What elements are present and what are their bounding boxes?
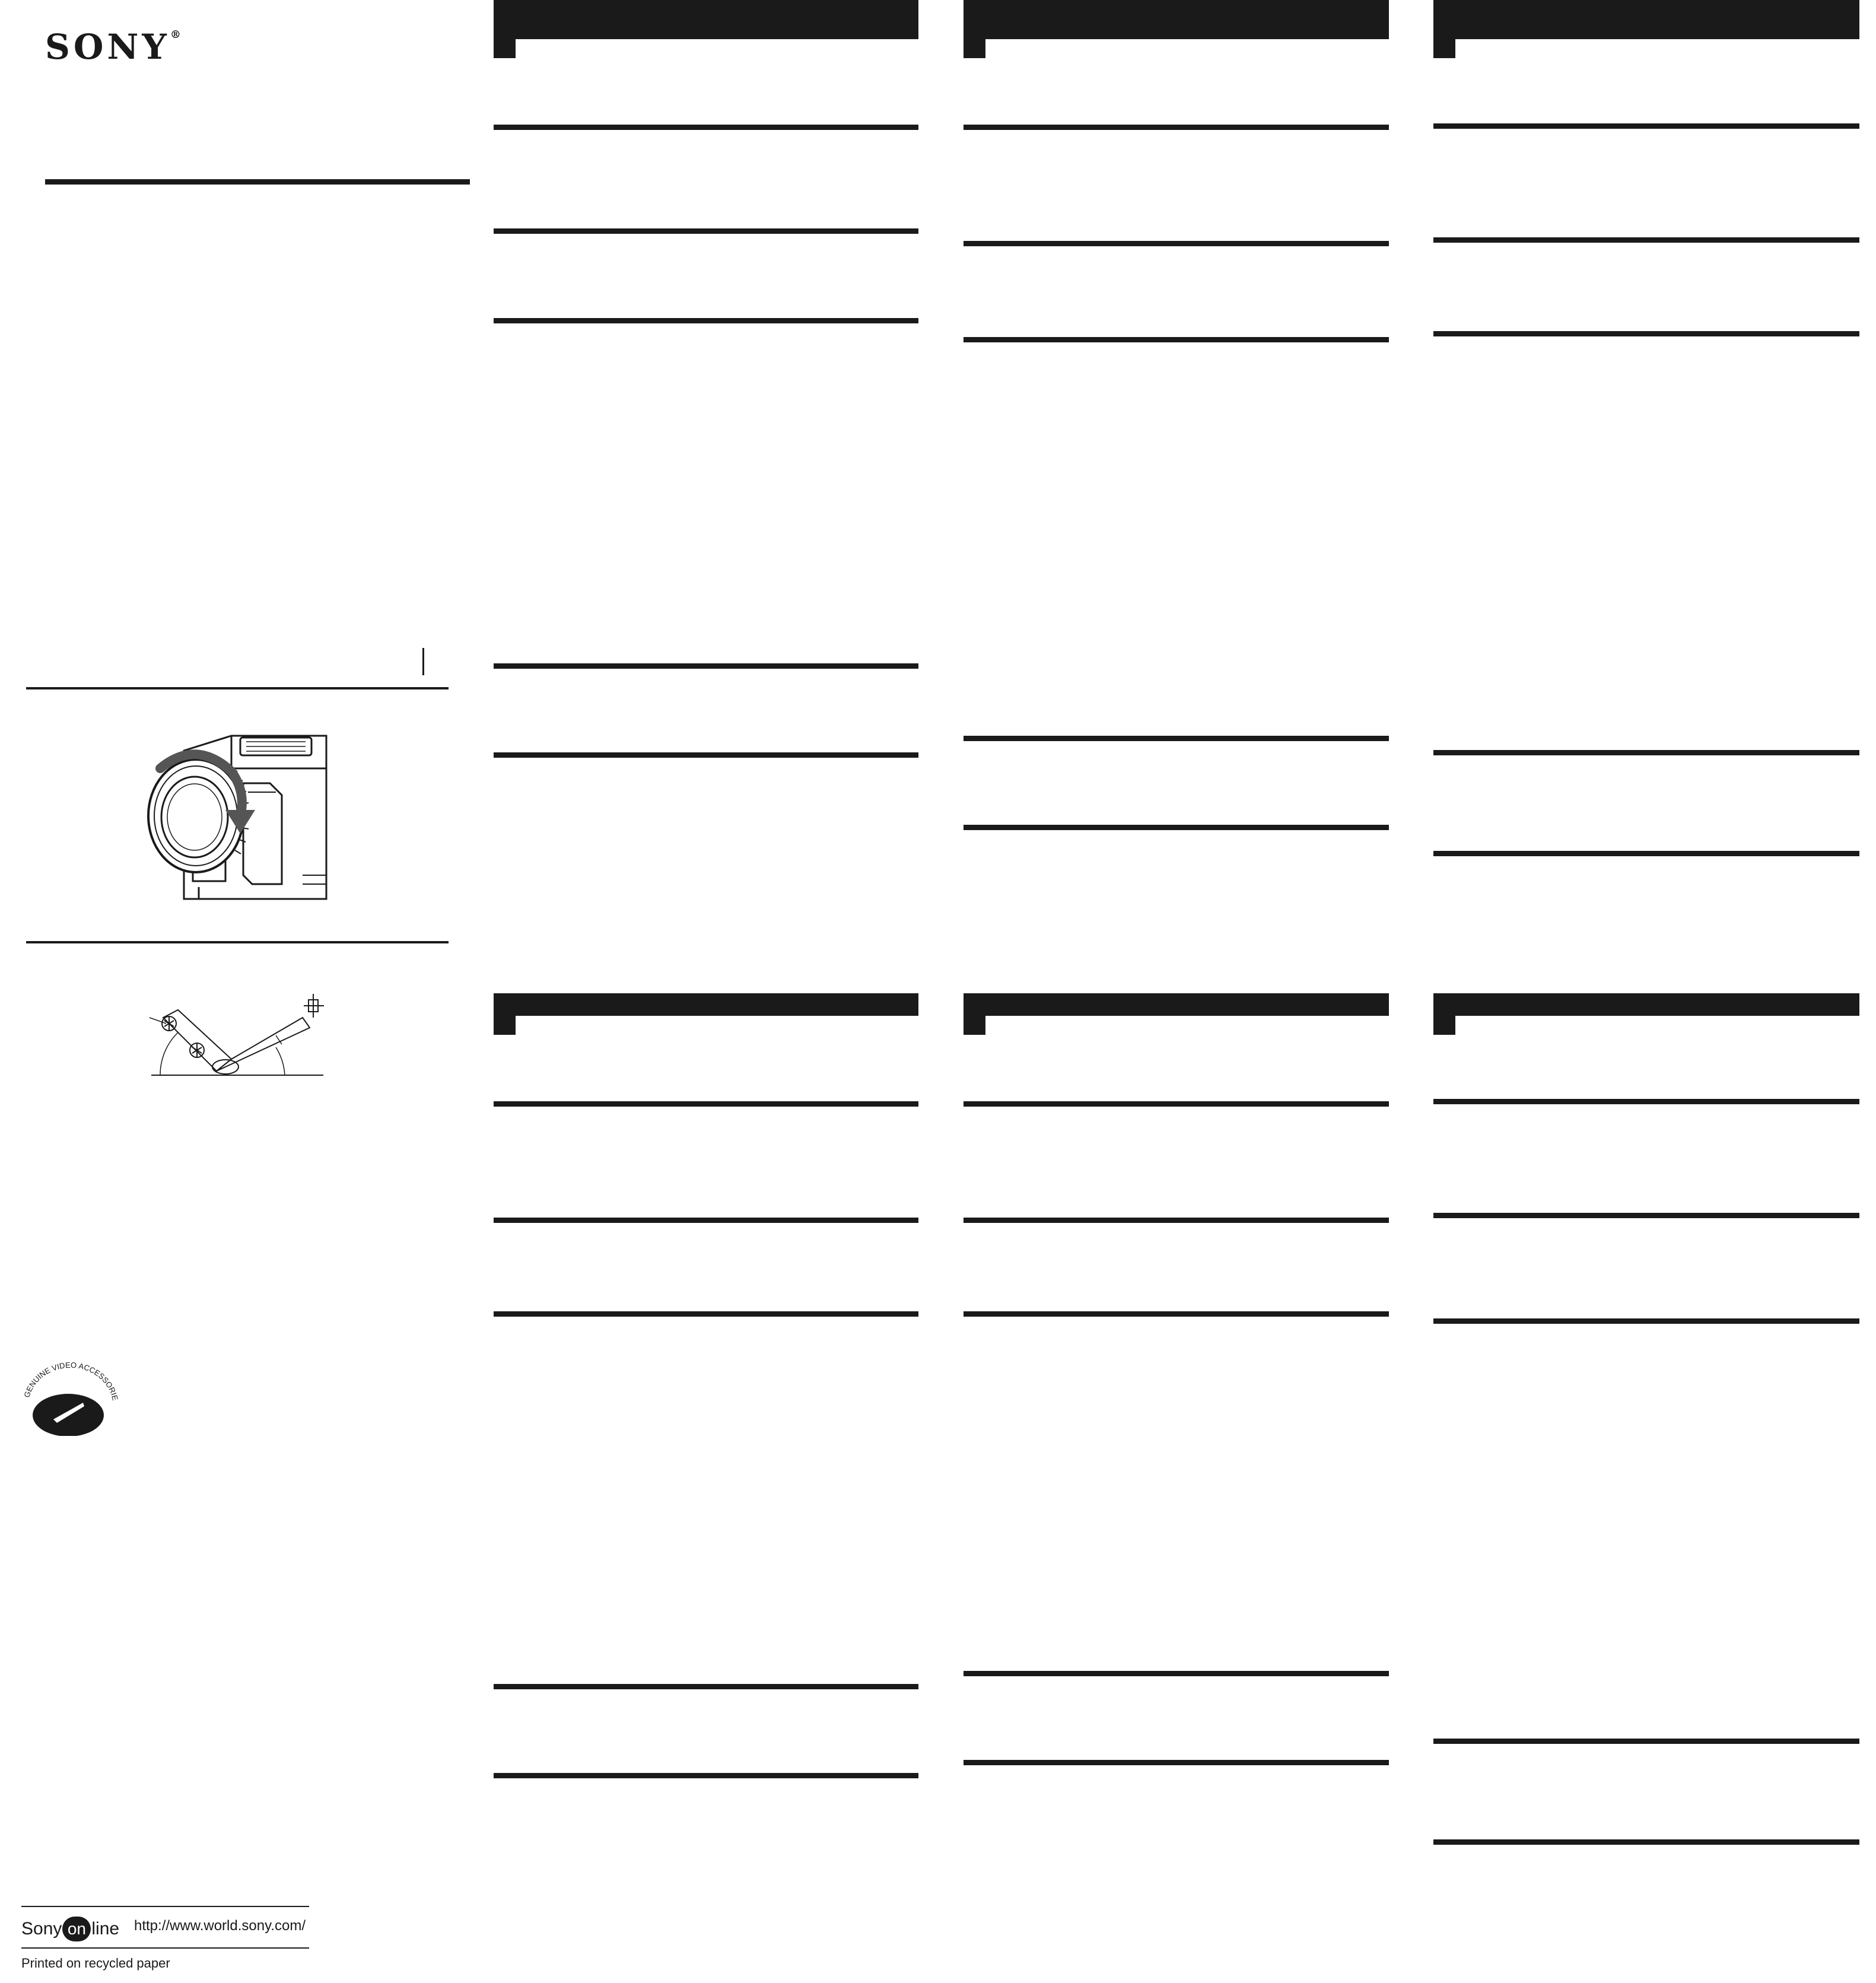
panel-4-header-tab: [494, 1016, 516, 1035]
panel-4-rule: [494, 1101, 918, 1107]
cover-title-rule: [45, 179, 470, 185]
website-url[interactable]: http://www.world.sony.com/: [134, 1918, 306, 1934]
panel-6-header-tab: [1433, 1016, 1455, 1035]
svg-text:GENUINE VIDEO ACCESSORIES: GENUINE VIDEO ACCESSORI: [22, 1360, 119, 1399]
panel-4-rule: [494, 1218, 918, 1223]
panel-1-header-bar: [494, 0, 918, 39]
panel-2-header-tab: [964, 39, 985, 58]
panel-1-rule: [494, 663, 918, 669]
panel-6-rule: [1433, 1739, 1859, 1744]
panel-1-header-tab: [494, 39, 516, 58]
panel-4-rule: [494, 1311, 918, 1317]
panel-5-rule: [964, 1671, 1389, 1676]
panel-5-header-tab: [964, 1016, 985, 1035]
model-tick: [422, 648, 424, 675]
panel-4-header-bar: [494, 993, 918, 1016]
panel-5-rule: [964, 1218, 1389, 1223]
camcorder-lens-rotate-icon: [142, 727, 332, 905]
panel-3-rule: [1433, 331, 1859, 336]
panel-6-rule: [1433, 1318, 1859, 1324]
panel-5-header-bar: [964, 993, 1389, 1016]
panel-2-rule: [964, 736, 1389, 741]
recycled-paper-note: Printed on recycled paper: [21, 1956, 170, 1971]
panel-6-rule: [1433, 1099, 1859, 1104]
panel-4-rule: [494, 1684, 918, 1689]
panel-2-rule: [964, 337, 1389, 342]
panel-3-rule: [1433, 851, 1859, 856]
genuine-accessories-badge: [18, 1353, 119, 1436]
panel-5-rule: [964, 1311, 1389, 1317]
lens-tilt-angle-icon: [148, 991, 332, 1086]
panel-3-rule: [1433, 237, 1859, 243]
footer-rule-bottom: [21, 1947, 309, 1949]
panel-5-rule: [964, 1101, 1389, 1107]
panel-3-header-tab: [1433, 39, 1455, 58]
panel-1-rule: [494, 318, 918, 323]
panel-5-rule: [964, 1760, 1389, 1765]
panel-1-rule: [494, 752, 918, 758]
panel-2-rule: [964, 125, 1389, 130]
panel-3-rule: [1433, 750, 1859, 755]
sony-logo: SONY®: [45, 27, 181, 67]
panel-6-rule: [1433, 1839, 1859, 1845]
panel-2-rule: [964, 825, 1389, 830]
panel-1-rule: [494, 125, 918, 130]
panel-6-rule: [1433, 1213, 1859, 1218]
panel-4-rule: [494, 1773, 918, 1778]
section-rule-illustration-2: [26, 941, 449, 943]
panel-2-rule: [964, 241, 1389, 246]
panel-3-header-bar: [1433, 0, 1859, 39]
sony-online-logo: Sony on line: [21, 1915, 119, 1943]
panel-1-rule: [494, 228, 918, 234]
panel-2-header-bar: [964, 0, 1389, 39]
panel-6-header-bar: [1433, 993, 1859, 1016]
section-rule-illustration-1: [26, 687, 449, 689]
footer-rule-top: [21, 1906, 309, 1907]
panel-3-rule: [1433, 123, 1859, 129]
